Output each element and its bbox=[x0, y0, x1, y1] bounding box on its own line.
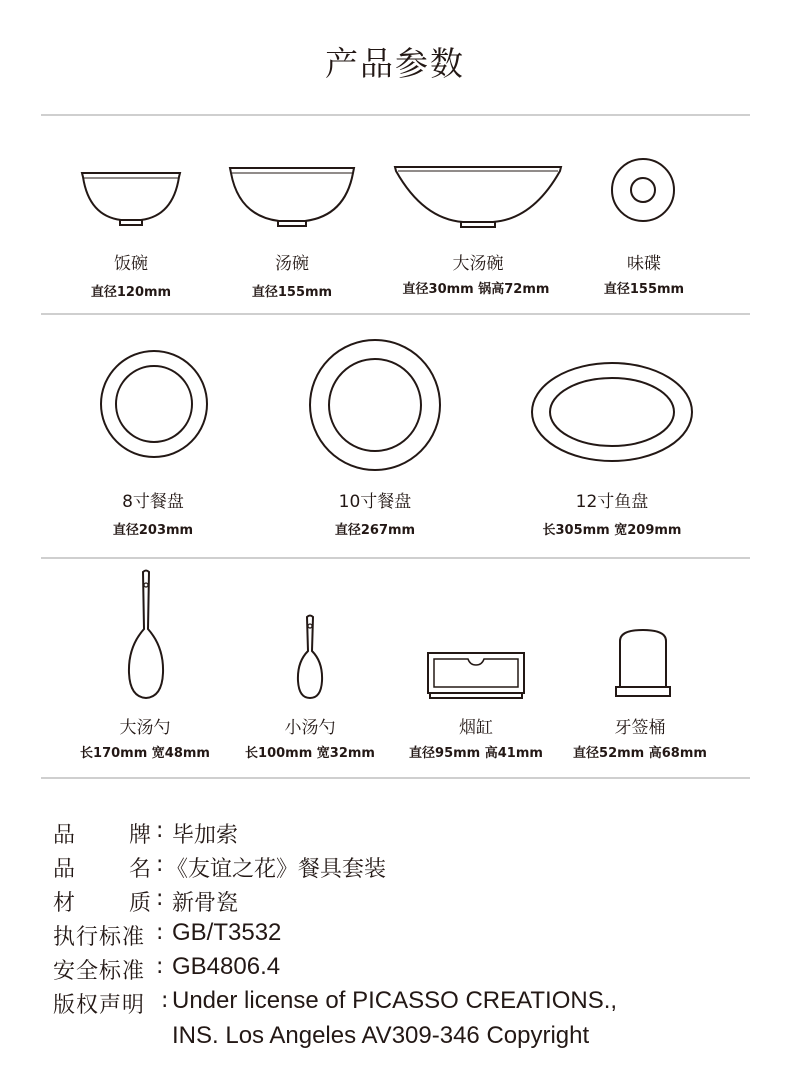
large-spoon-icon bbox=[124, 569, 168, 701]
spec-material-value: 新骨瓷 bbox=[172, 891, 239, 916]
item-size-soup-bowl: 直径155mm bbox=[251, 285, 333, 300]
plate-10-inch-icon bbox=[308, 338, 442, 472]
item-name-small-spoon: 小汤勺 bbox=[284, 718, 336, 738]
spec-product-value: 《友谊之花》餐具套装 bbox=[166, 857, 387, 882]
spec-product-label-b: 名 bbox=[129, 857, 152, 882]
divider-row1 bbox=[41, 313, 750, 315]
item-size-large-soup-bowl: 直径30mm 锅高72mm bbox=[402, 282, 550, 297]
spec-colon: : bbox=[156, 818, 164, 843]
spec-exec-value: GB/T3532 bbox=[172, 919, 282, 946]
divider-row2 bbox=[41, 557, 750, 559]
spec-colon: : bbox=[156, 920, 164, 945]
spec-copyright-label: 版权声明 bbox=[53, 993, 146, 1018]
soup-bowl-icon bbox=[228, 164, 356, 230]
page-title: 产品参数 bbox=[325, 44, 465, 83]
spec-material-label-b: 质 bbox=[129, 891, 152, 916]
toothpick-holder-icon bbox=[613, 627, 673, 699]
spec-colon: : bbox=[156, 954, 164, 979]
rice-bowl-icon bbox=[80, 168, 182, 228]
item-name-rice-bowl: 饭碗 bbox=[114, 254, 148, 274]
item-size-plate-8: 直径203mm bbox=[112, 523, 194, 538]
item-size-fish-plate: 长305mm 宽209mm bbox=[542, 523, 682, 538]
plate-8-inch-icon bbox=[99, 349, 209, 459]
spec-safety-label: 安全标准 bbox=[53, 959, 146, 984]
item-size-ashtray: 直径95mm 高41mm bbox=[409, 746, 543, 761]
item-name-large-spoon: 大汤勺 bbox=[119, 718, 171, 738]
item-size-small-spoon: 长100mm 宽32mm bbox=[245, 746, 375, 761]
ashtray-icon bbox=[426, 651, 526, 701]
item-name-fish-plate: 12寸鱼盘 bbox=[575, 492, 649, 512]
divider-row3 bbox=[41, 777, 750, 779]
spec-colon: : bbox=[161, 988, 169, 1013]
item-size-toothpick-holder: 直径52mm 高68mm bbox=[573, 746, 707, 761]
spec-safety-value: GB4806.4 bbox=[172, 953, 281, 980]
item-name-large-soup-bowl: 大汤碗 bbox=[452, 254, 504, 274]
item-size-large-spoon: 长170mm 宽48mm bbox=[80, 746, 210, 761]
item-name-sauce-dish: 味碟 bbox=[627, 254, 661, 274]
spec-brand-label-b: 牌 bbox=[129, 823, 152, 848]
large-soup-bowl-icon bbox=[393, 163, 563, 231]
item-size-sauce-dish: 直径155mm bbox=[603, 282, 685, 297]
item-name-ashtray: 烟缸 bbox=[459, 718, 493, 738]
small-spoon-icon bbox=[294, 614, 326, 700]
spec-colon: : bbox=[156, 852, 164, 877]
divider-top bbox=[41, 114, 750, 116]
spec-colon: : bbox=[156, 886, 164, 911]
item-name-plate-8: 8寸餐盘 bbox=[122, 492, 184, 512]
item-name-soup-bowl: 汤碗 bbox=[275, 254, 309, 274]
spec-exec-label: 执行标准 bbox=[53, 925, 146, 950]
spec-product-label-a: 品 bbox=[53, 857, 76, 882]
spec-copyright-line2: INS. Los Angeles AV309-346 Copyright bbox=[172, 1022, 590, 1049]
spec-brand-value: 毕加索 bbox=[172, 823, 239, 848]
item-size-rice-bowl: 直径120mm bbox=[90, 285, 172, 300]
spec-brand-label-a: 品 bbox=[53, 823, 76, 848]
item-size-plate-10: 直径267mm bbox=[334, 523, 416, 538]
fish-plate-icon bbox=[530, 361, 694, 463]
sauce-dish-icon bbox=[610, 157, 676, 223]
item-name-toothpick-holder: 牙签桶 bbox=[614, 718, 666, 738]
item-name-plate-10: 10寸餐盘 bbox=[338, 492, 412, 512]
spec-copyright-line1: Under license of PICASSO CREATIONS., bbox=[172, 987, 618, 1014]
spec-material-label-a: 材 bbox=[53, 891, 76, 916]
